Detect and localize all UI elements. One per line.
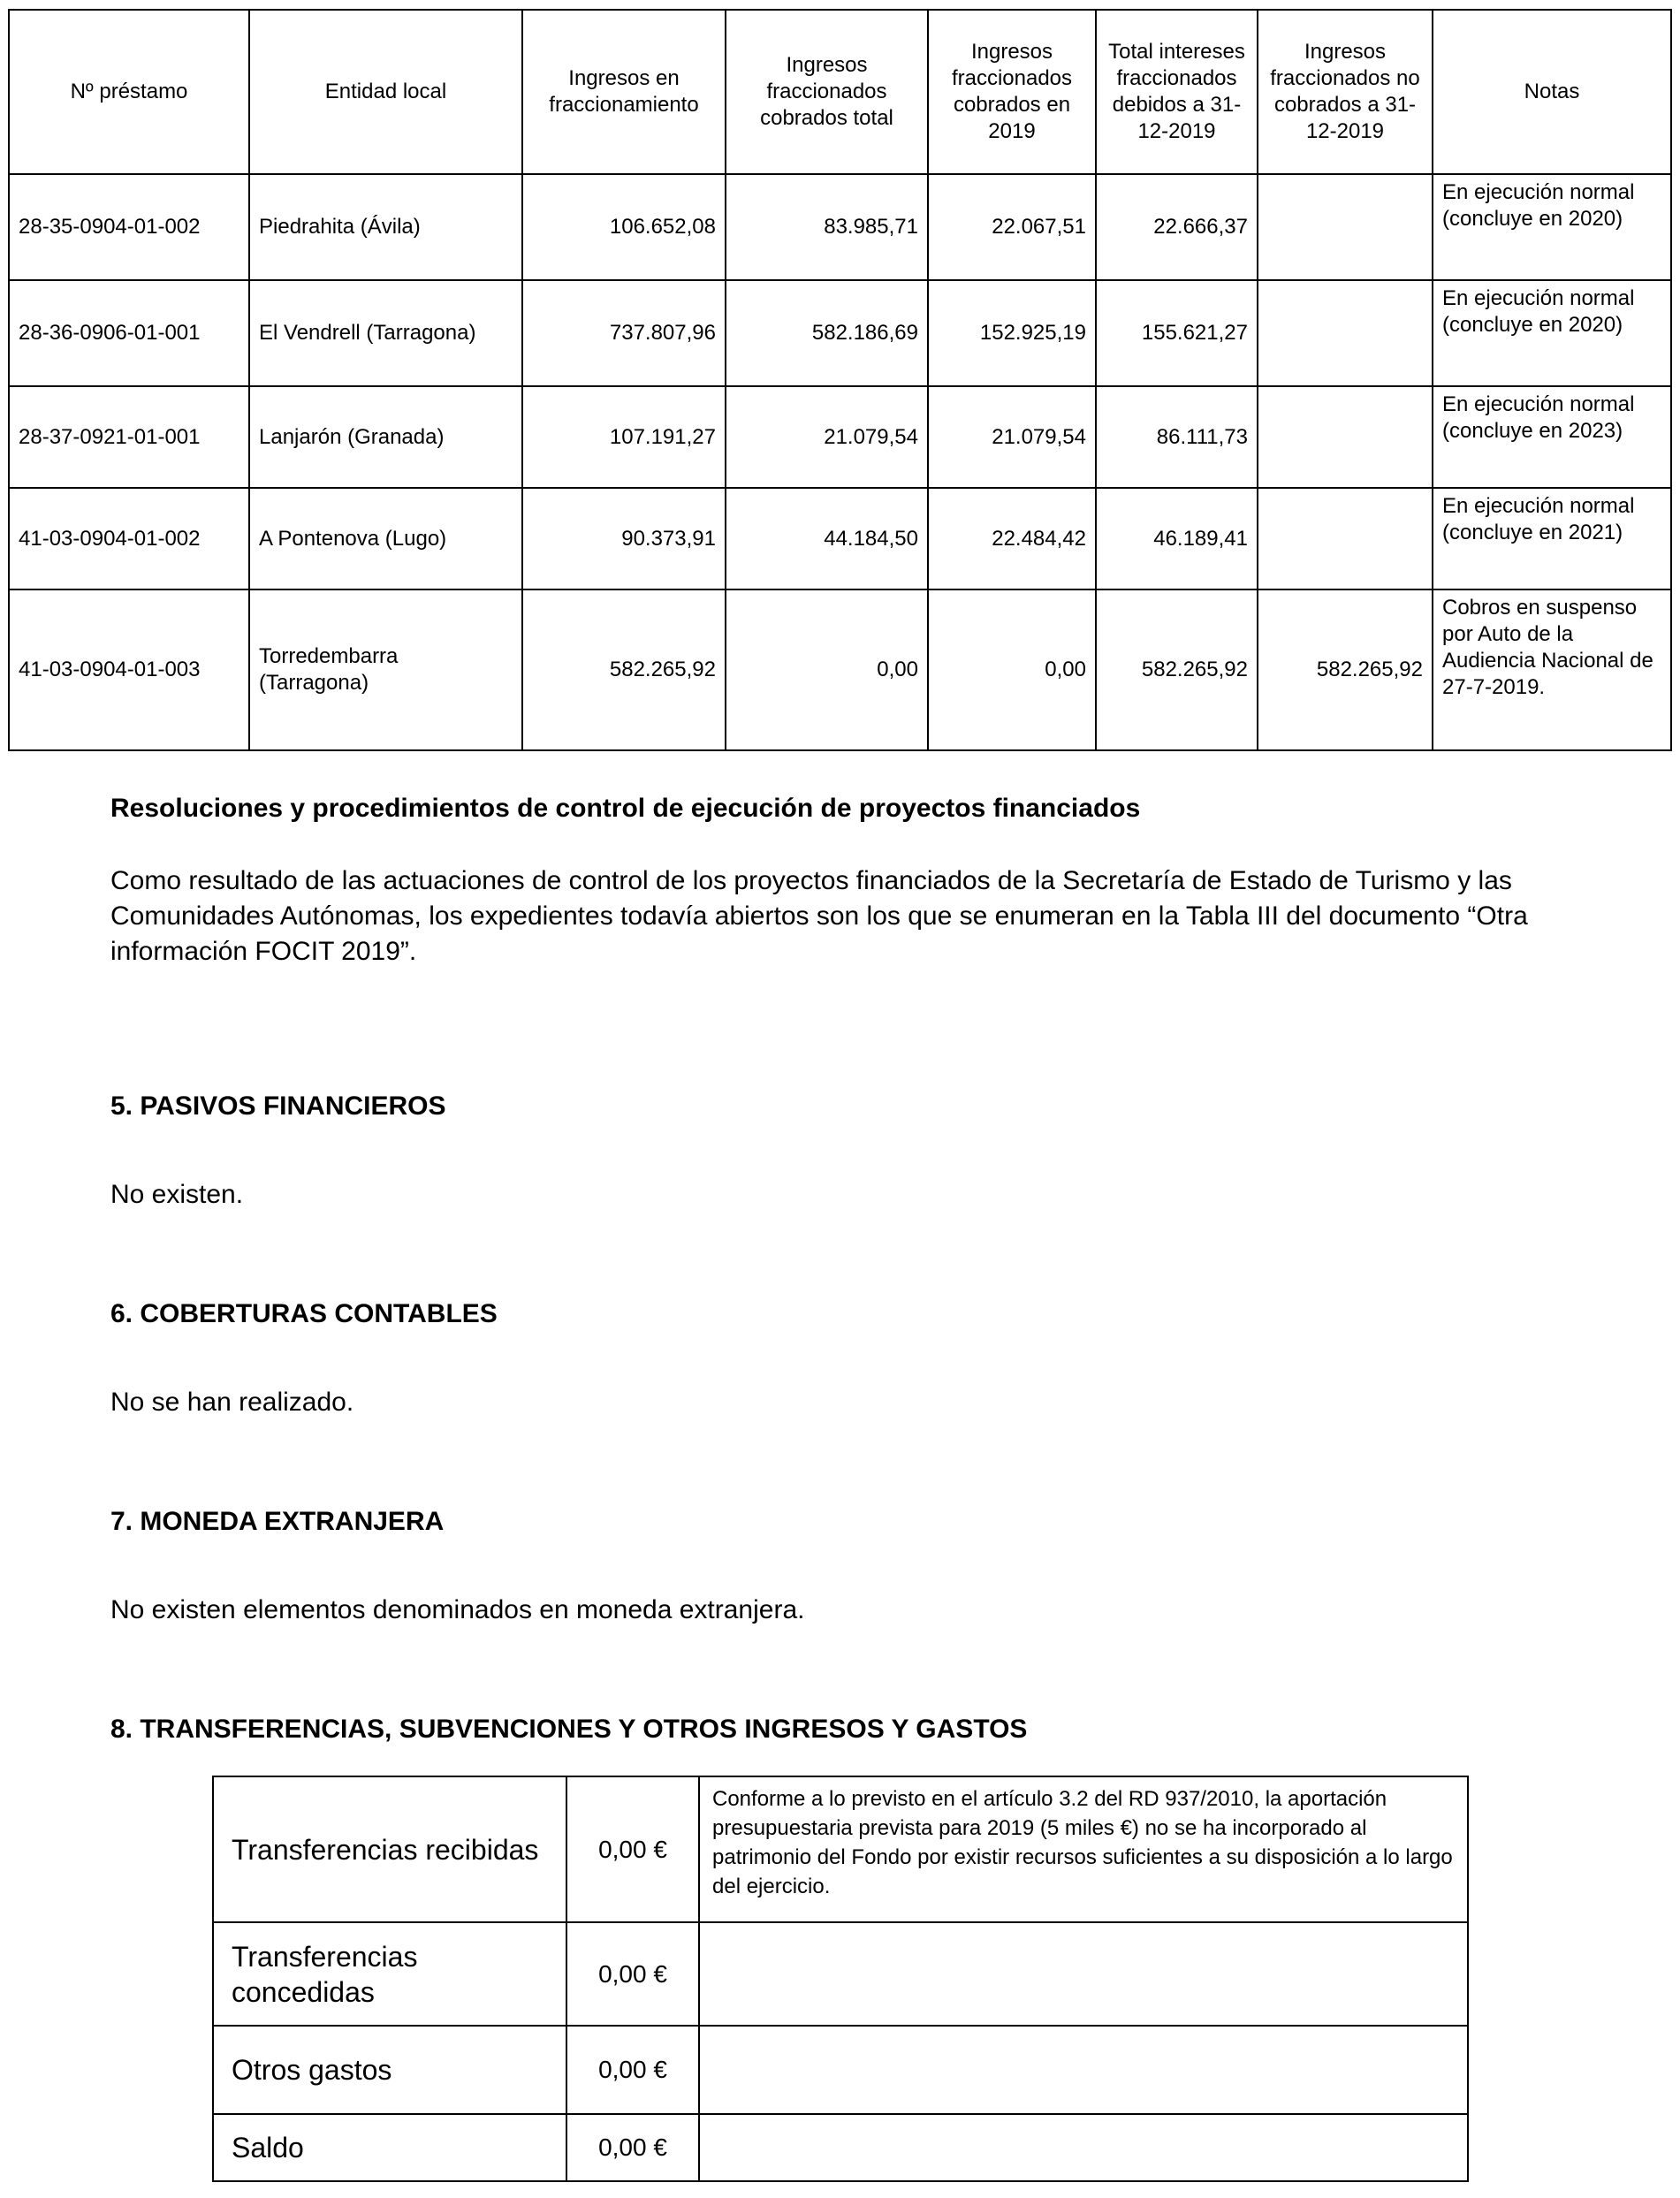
transfer-row <box>213 2026 1468 2114</box>
loan-amount-cell: 86.111,73 <box>1096 386 1258 488</box>
loan-id-cell: 28-35-0904-01-002 <box>9 174 249 280</box>
transfer-row <box>213 2114 1468 2181</box>
loan-entity-cell: A Pontenova (Lugo) <box>249 488 522 589</box>
loan-amount-cell: 582.265,92 <box>1258 589 1433 750</box>
loan-notes-cell: En ejecución normal (concluye en 2020) <box>1433 280 1671 386</box>
transfer-label-cell: Transferencias concedidas <box>213 1922 566 2026</box>
loan-entity-cell: Piedrahita (Ávila) <box>249 174 522 280</box>
section-5-heading: 5. PASIVOS FINANCIEROS <box>110 1091 446 1121</box>
transfer-value-cell: 0,00 € <box>566 1776 699 1922</box>
loan-amount-cell <box>1258 488 1433 589</box>
transfer-label-cell: Saldo <box>213 2114 566 2181</box>
resoluciones-heading: Resoluciones y procedimientos de control de ejecución de proyectos financiados <box>110 794 1141 823</box>
loan-entity-cell: El Vendrell (Tarragona) <box>249 280 522 386</box>
section-6-heading: 6. COBERTURAS CONTABLES <box>110 1299 498 1328</box>
loan-header-cobrados-2019: Ingresos fraccionados cobrados en 2019 <box>928 10 1096 174</box>
transfer-row <box>213 1922 1468 2026</box>
transfer-table <box>212 1776 1469 2182</box>
loan-amount-cell: 21.079,54 <box>726 386 928 488</box>
transfer-note-cell <box>699 1922 1468 2026</box>
loan-header-num: Nº préstamo <box>9 10 249 174</box>
resoluciones-paragraph: Como resultado de las actuaciones de control de los proyectos financiados de la Secretaría de Estado de Turismo y las Comunidades Autónomas, los expedientes todavía abiertos son los que se enumeran en la Tabla III del documento “Otra información FOCIT 2019”. <box>110 866 1528 966</box>
loan-id-cell: 41-03-0904-01-002 <box>9 488 249 589</box>
loan-amount-cell: 155.621,27 <box>1096 280 1258 386</box>
transfer-row <box>213 1776 1468 1922</box>
loan-entity-cell: Torredembarra (Tarragona) <box>249 589 522 750</box>
transfer-value-cell: 0,00 € <box>566 2114 699 2181</box>
loan-amount-cell <box>1258 280 1433 386</box>
loan-amount-cell: 106.652,08 <box>522 174 726 280</box>
transfer-label-cell: Transferencias recibidas <box>213 1776 566 1922</box>
loan-amount-cell: 582.265,92 <box>522 589 726 750</box>
loan-entity-cell: Lanjarón (Granada) <box>249 386 522 488</box>
loan-notes-cell: En ejecución normal (concluye en 2023) <box>1433 386 1671 488</box>
loan-amount-cell: 83.985,71 <box>726 174 928 280</box>
section-7-body: No existen elementos denominados en moneda extranjera. <box>110 1595 805 1624</box>
transfer-note-cell <box>699 2026 1468 2114</box>
section-8-heading: 8. TRANSFERENCIAS, SUBVENCIONES Y OTROS INGRESOS Y GASTOS <box>110 1715 1028 1744</box>
loan-header-intereses: Total intereses fraccionados debidos a 31-12-2019 <box>1096 10 1258 174</box>
loan-amount-cell: 0,00 <box>726 589 928 750</box>
loan-amount-cell: 90.373,91 <box>522 488 726 589</box>
loan-table-row <box>9 280 1671 386</box>
loan-id-cell: 28-36-0906-01-001 <box>9 280 249 386</box>
loan-amount-cell: 582.265,92 <box>1096 589 1258 750</box>
loan-table-row <box>9 589 1671 750</box>
loan-id-cell: 28-37-0921-01-001 <box>9 386 249 488</box>
section-5-body: No existen. <box>110 1180 244 1209</box>
loan-header-cobrados-total: Ingresos fraccionados cobrados total <box>726 10 928 174</box>
loan-amount-cell: 21.079,54 <box>928 386 1096 488</box>
loan-header-notas: Notas <box>1433 10 1671 174</box>
loan-amount-cell: 152.925,19 <box>928 280 1096 386</box>
loan-amount-cell <box>1258 174 1433 280</box>
document-page <box>0 9 1680 2182</box>
loan-amount-cell: 22.484,42 <box>928 488 1096 589</box>
loan-notes-cell: Cobros en suspenso por Auto de la Audiencia Nacional de 27-7-2019. <box>1433 589 1671 750</box>
section-6-body: No se han realizado. <box>110 1388 354 1417</box>
section-7-heading: 7. MONEDA EXTRANJERA <box>110 1507 445 1536</box>
loan-amount-cell: 107.191,27 <box>522 386 726 488</box>
transfer-value-cell: 0,00 € <box>566 2026 699 2114</box>
loan-table-row <box>9 174 1671 280</box>
loan-notes-cell: En ejecución normal (concluye en 2020) <box>1433 174 1671 280</box>
loan-table-row <box>9 488 1671 589</box>
loan-amount-cell: 22.666,37 <box>1096 174 1258 280</box>
loan-amount-cell: 582.186,69 <box>726 280 928 386</box>
loan-notes-cell: En ejecución normal (concluye en 2021) <box>1433 488 1671 589</box>
loan-table-row <box>9 386 1671 488</box>
loan-table <box>8 9 1672 751</box>
loan-header-entity: Entidad local <box>249 10 522 174</box>
loan-amount-cell: 44.184,50 <box>726 488 928 589</box>
transfer-label-cell: Otros gastos <box>213 2026 566 2114</box>
transfer-note-cell <box>699 2114 1468 2181</box>
document-body <box>0 9 1680 2198</box>
document-content <box>0 791 1680 2182</box>
loan-header-fraccionamiento: Ingresos en fraccionamiento <box>522 10 726 174</box>
loan-id-cell: 41-03-0904-01-003 <box>9 589 249 750</box>
loan-header-no-cobrados: Ingresos fraccionados no cobrados a 31-12-2019 <box>1258 10 1433 174</box>
transfer-value-cell: 0,00 € <box>566 1922 699 2026</box>
loan-amount-cell: 737.807,96 <box>522 280 726 386</box>
loan-table-header-row <box>9 10 1671 174</box>
loan-amount-cell: 0,00 <box>928 589 1096 750</box>
loan-amount-cell <box>1258 386 1433 488</box>
transfer-note-cell: Conforme a lo previsto en el artículo 3.2 del RD 937/2010, la aportación presupuestaria prevista para 2019 (5 miles €) no se ha incorporado al patrimonio del Fondo por existir recursos suficientes a su disposición a lo largo del ejercicio. <box>699 1776 1468 1922</box>
loan-amount-cell: 22.067,51 <box>928 174 1096 280</box>
loan-amount-cell: 46.189,41 <box>1096 488 1258 589</box>
